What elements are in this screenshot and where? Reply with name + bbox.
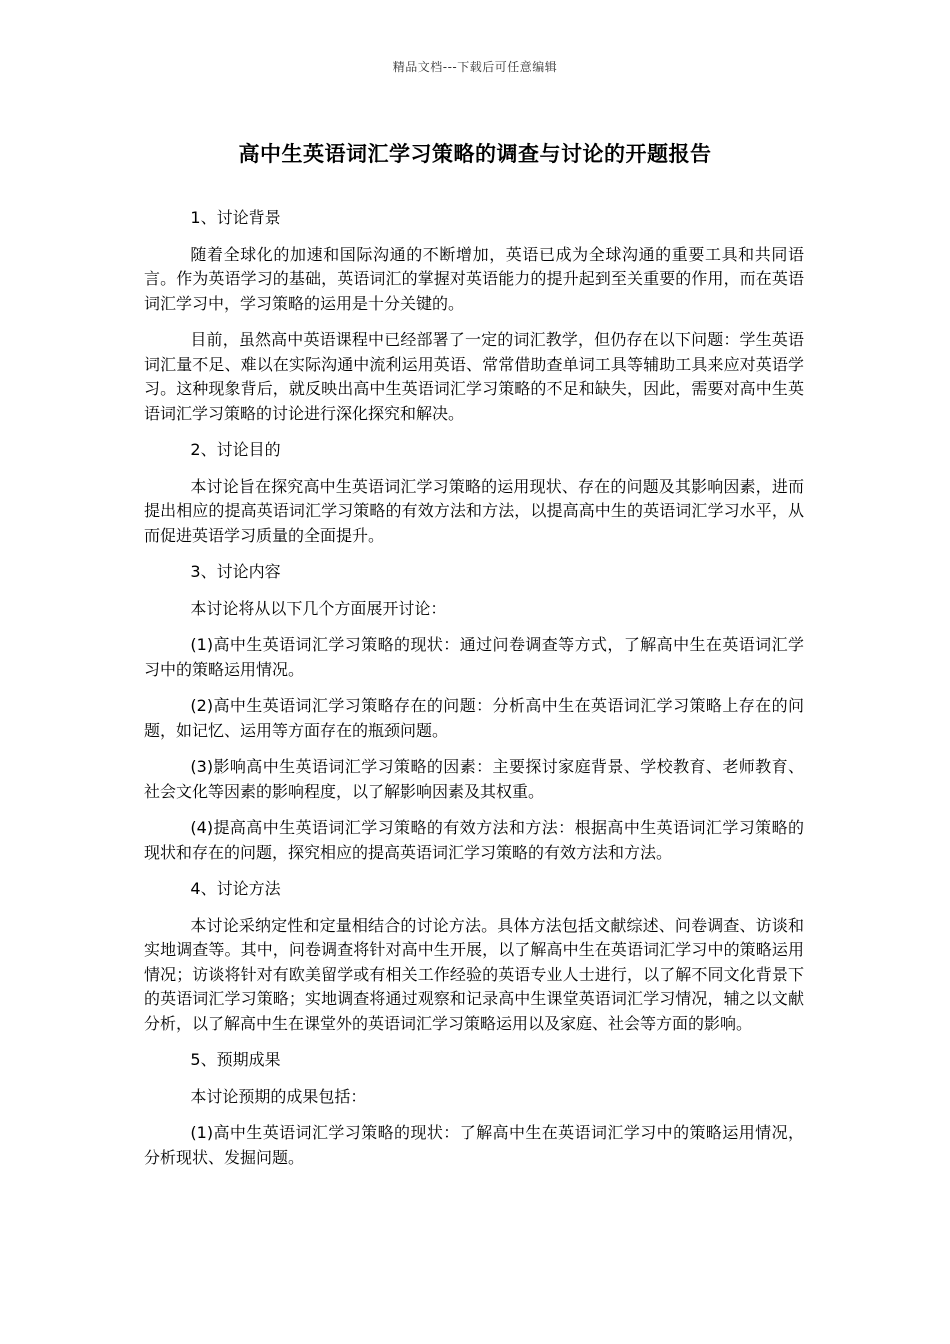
paragraph: 目前，虽然高中英语课程中已经部署了一定的词汇教学，但仍存在以下问题：学生英语词汇量不足、难以在实际沟通中流利运用英语、常常借助查单词工具等辅助工具来应对英语学习。这种现象背后，就反映出高中生英语词汇学习策略的不足和缺失，因此，需要对高中生英语词汇学习策略的讨论进行深化探究和解决。	[144, 330, 804, 423]
section-heading-content: 3、讨论内容	[190, 562, 281, 581]
paragraph: 随着全球化的加速和国际沟通的不断增加，英语已成为全球沟通的重要工具和共同语言。作为英语学习的基础，英语词汇的掌握对英语能力的提升起到至关重要的作用，而在英语词汇学习中，学习策略的运用是十分关键的。	[144, 244, 804, 313]
document-body	[144, 206, 804, 1182]
paragraph: 本讨论将从以下几个方面展开讨论：	[190, 598, 447, 618]
paragraph: 本讨论预期的成果包括：	[190, 1086, 367, 1106]
paragraph: 本讨论采纳定性和定量相结合的讨论方法。具体方法包括文献综述、问卷调查、访谈和实地调查等。其中，问卷调查将针对高中生开展，以了解高中生在英语词汇学习中的策略运用情况；访谈将针对有欧美留学或有相关工作经验的英语专业人士进行，以了解不同文化背景下的英语词汇学习策略；实地调查将通过观察和记录高中生课堂英语词汇学习情况，辅之以文献分析，以了解高中生在课堂外的英语词汇学习策略运用以及家庭、社会等方面的影响。	[144, 915, 804, 1033]
list-item: (1)高中生英语词汇学习策略的现状：通过问卷调查等方式，了解高中生在英语词汇学习中的策略运用情况。	[144, 635, 804, 679]
header-note: 精品文档---下载后可任意编辑	[392, 60, 558, 74]
list-item: (1)高中生英语词汇学习策略的现状：了解高中生在英语词汇学习中的策略运用情况，分析现状、发掘问题。	[144, 1123, 804, 1167]
list-item: (3)影响高中生英语词汇学习策略的因素：主要探讨家庭背景、学校教育、老师教育、社会文化等因素的影响程度，以了解影响因素及其权重。	[144, 757, 804, 801]
section-heading-background: 1、讨论背景	[190, 208, 281, 227]
document-title: 高中生英语词汇学习策略的调查与讨论的开题报告	[238, 142, 712, 166]
list-item: (2)高中生英语词汇学习策略存在的问题：分析高中生在英语词汇学习策略上存在的问题，如记忆、运用等方面存在的瓶颈问题。	[144, 696, 804, 740]
section-heading-purpose: 2、讨论目的	[190, 440, 281, 459]
section-heading-results: 5、预期成果	[190, 1050, 281, 1069]
section-heading-method: 4、讨论方法	[190, 879, 281, 898]
list-item: (4)提高高中生英语词汇学习策略的有效方法和方法：根据高中生英语词汇学习策略的现状和存在的问题，探究相应的提高英语词汇学习策略的有效方法和方法。	[144, 818, 804, 862]
paragraph: 本讨论旨在探究高中生英语词汇学习策略的运用现状、存在的问题及其影响因素，进而提出相应的提高英语词汇学习策略的有效方法和方法，以提高高中生的英语词汇学习水平，从而促进英语学习质量的全面提升。	[144, 476, 804, 545]
